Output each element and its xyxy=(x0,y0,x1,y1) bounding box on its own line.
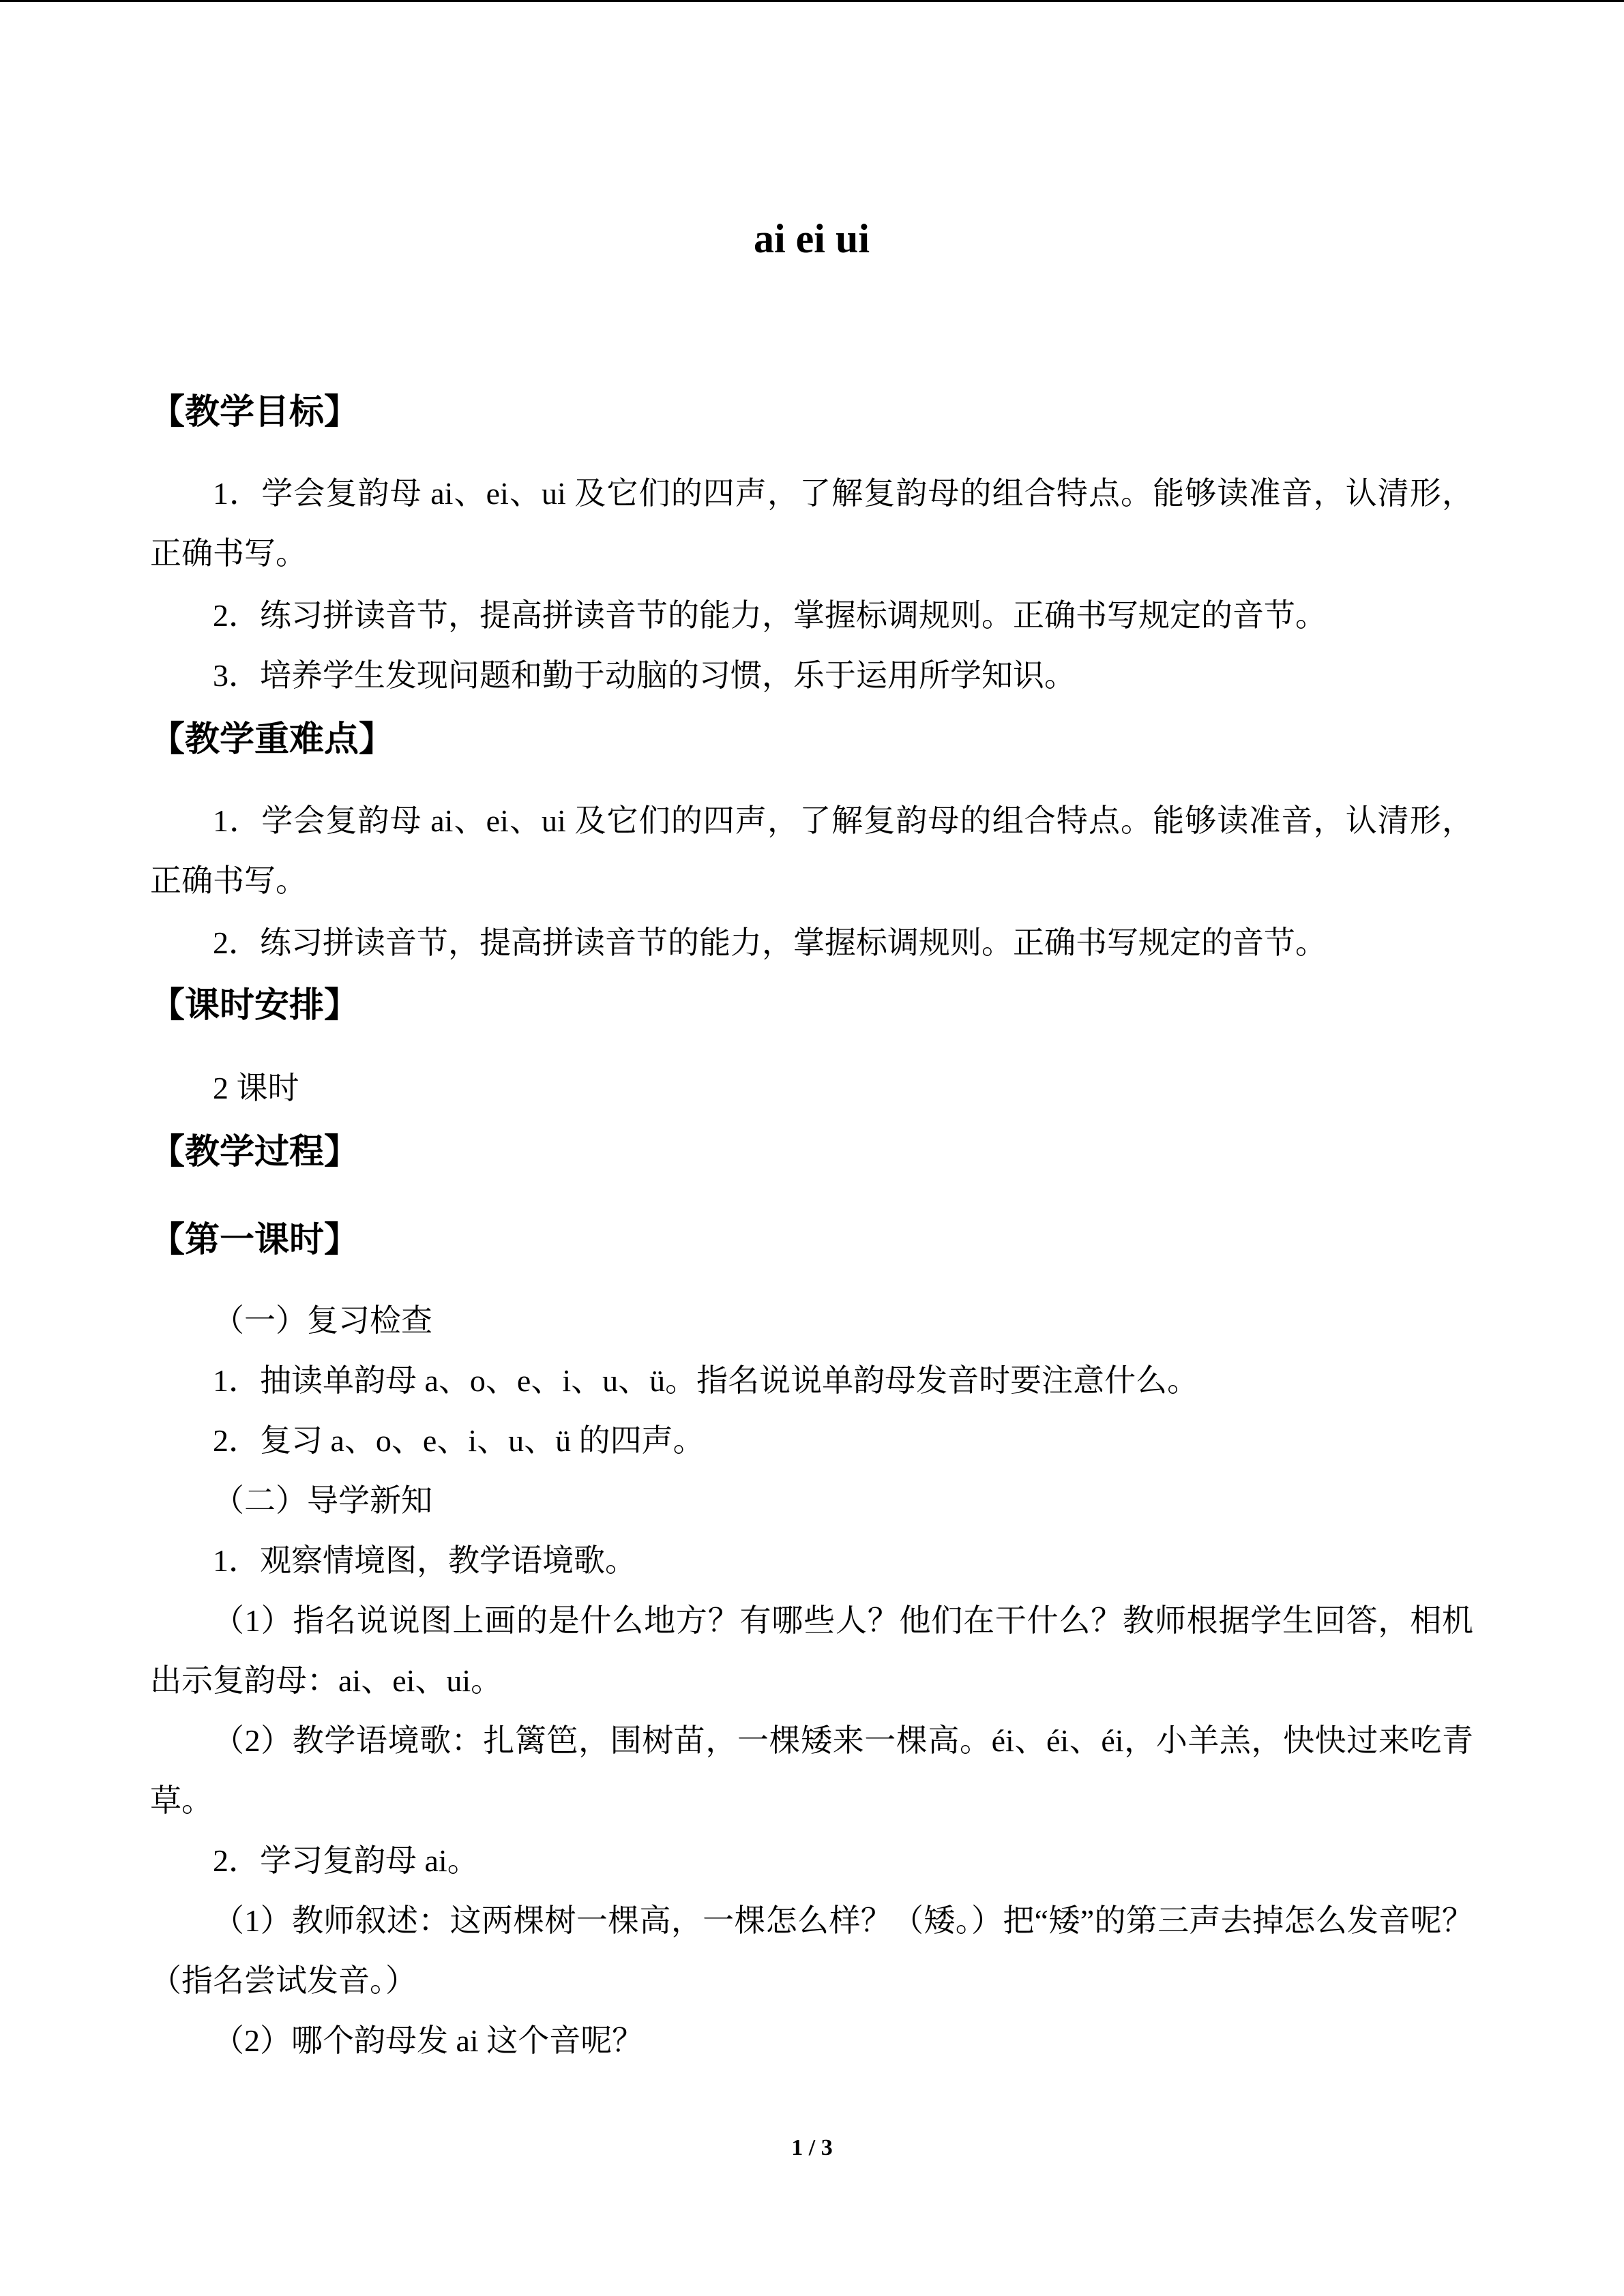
lesson-one-item-6: 2．学习复韵母 ai。 xyxy=(213,1843,479,1878)
lesson-one-item-1: 1．抽读单韵母 a、o、e、i、u、ü。指名说说单韵母发音时要注意什么。 xyxy=(213,1363,1199,1398)
objective-item-1: 1．学会复韵母 ai、ei、ui 及它们的四声，了解复韵母的组合特点。能够读准音，认清形，正确书写。 xyxy=(150,476,1473,571)
heading-schedule: 【课时安排】 xyxy=(150,985,359,1026)
key-point-item-1: 1．学会复韵母 ai、ei、ui 及它们的四声，了解复韵母的组合特点。能够读准音，认清形，正确书写。 xyxy=(150,803,1473,898)
heading-process: 【教学过程】 xyxy=(150,1132,359,1172)
lesson-one-item-8: （2）哪个韵母发 ai 这个音呢？ xyxy=(213,2023,644,2058)
key-point-item-2: 2．练习拼读音节，提高拼读音节的能力，掌握标调规则。正确书写规定的音节。 xyxy=(213,925,1327,960)
page-number: 1 / 3 xyxy=(791,2135,833,2160)
objective-item-2: 2．练习拼读音节，提高拼读音节的能力，掌握标调规则。正确书写规定的音节。 xyxy=(213,598,1327,633)
heading-key-points: 【教学重难点】 xyxy=(150,719,394,760)
lesson-one-item-new: （二）导学新知 xyxy=(213,1483,432,1518)
heading-lesson-one: 【第一课时】 xyxy=(150,1220,359,1260)
lesson-one-item-review: （一）复习检查 xyxy=(213,1303,432,1338)
objective-item-3: 3．培养学生发现问题和勤于动脑的习惯，乐于运用所学知识。 xyxy=(213,658,1076,693)
lesson-one-item-4: （1）指名说说图上画的是什么地方？有哪些人？他们在干什么？教师根据学生回答，相机出示复韵母：ai、ei、ui。 xyxy=(150,1603,1473,1698)
document-title: ai ei ui xyxy=(753,216,870,261)
heading-objectives: 【教学目标】 xyxy=(150,392,359,432)
lesson-one-item-2: 2．复习 a、o、e、i、u、ü 的四声。 xyxy=(213,1423,705,1458)
lesson-one-item-7: （1）教师叙述：这两棵树一棵高，一棵怎么样？（矮。）把“矮”的第三声去掉怎么发音呢？（指名尝试发音。） xyxy=(150,1903,1473,1998)
schedule-text: 2 课时 xyxy=(213,1071,299,1105)
lesson-one-item-3: 1．观察情境图，教学语境歌。 xyxy=(213,1543,636,1578)
lesson-one-item-5: （2）教学语境歌：扎篱笆，围树苗，一棵矮来一棵高。éi、éi、éi，小羊羔，快快过来吃青草。 xyxy=(150,1723,1473,1818)
top-border-rule xyxy=(0,0,1624,2)
